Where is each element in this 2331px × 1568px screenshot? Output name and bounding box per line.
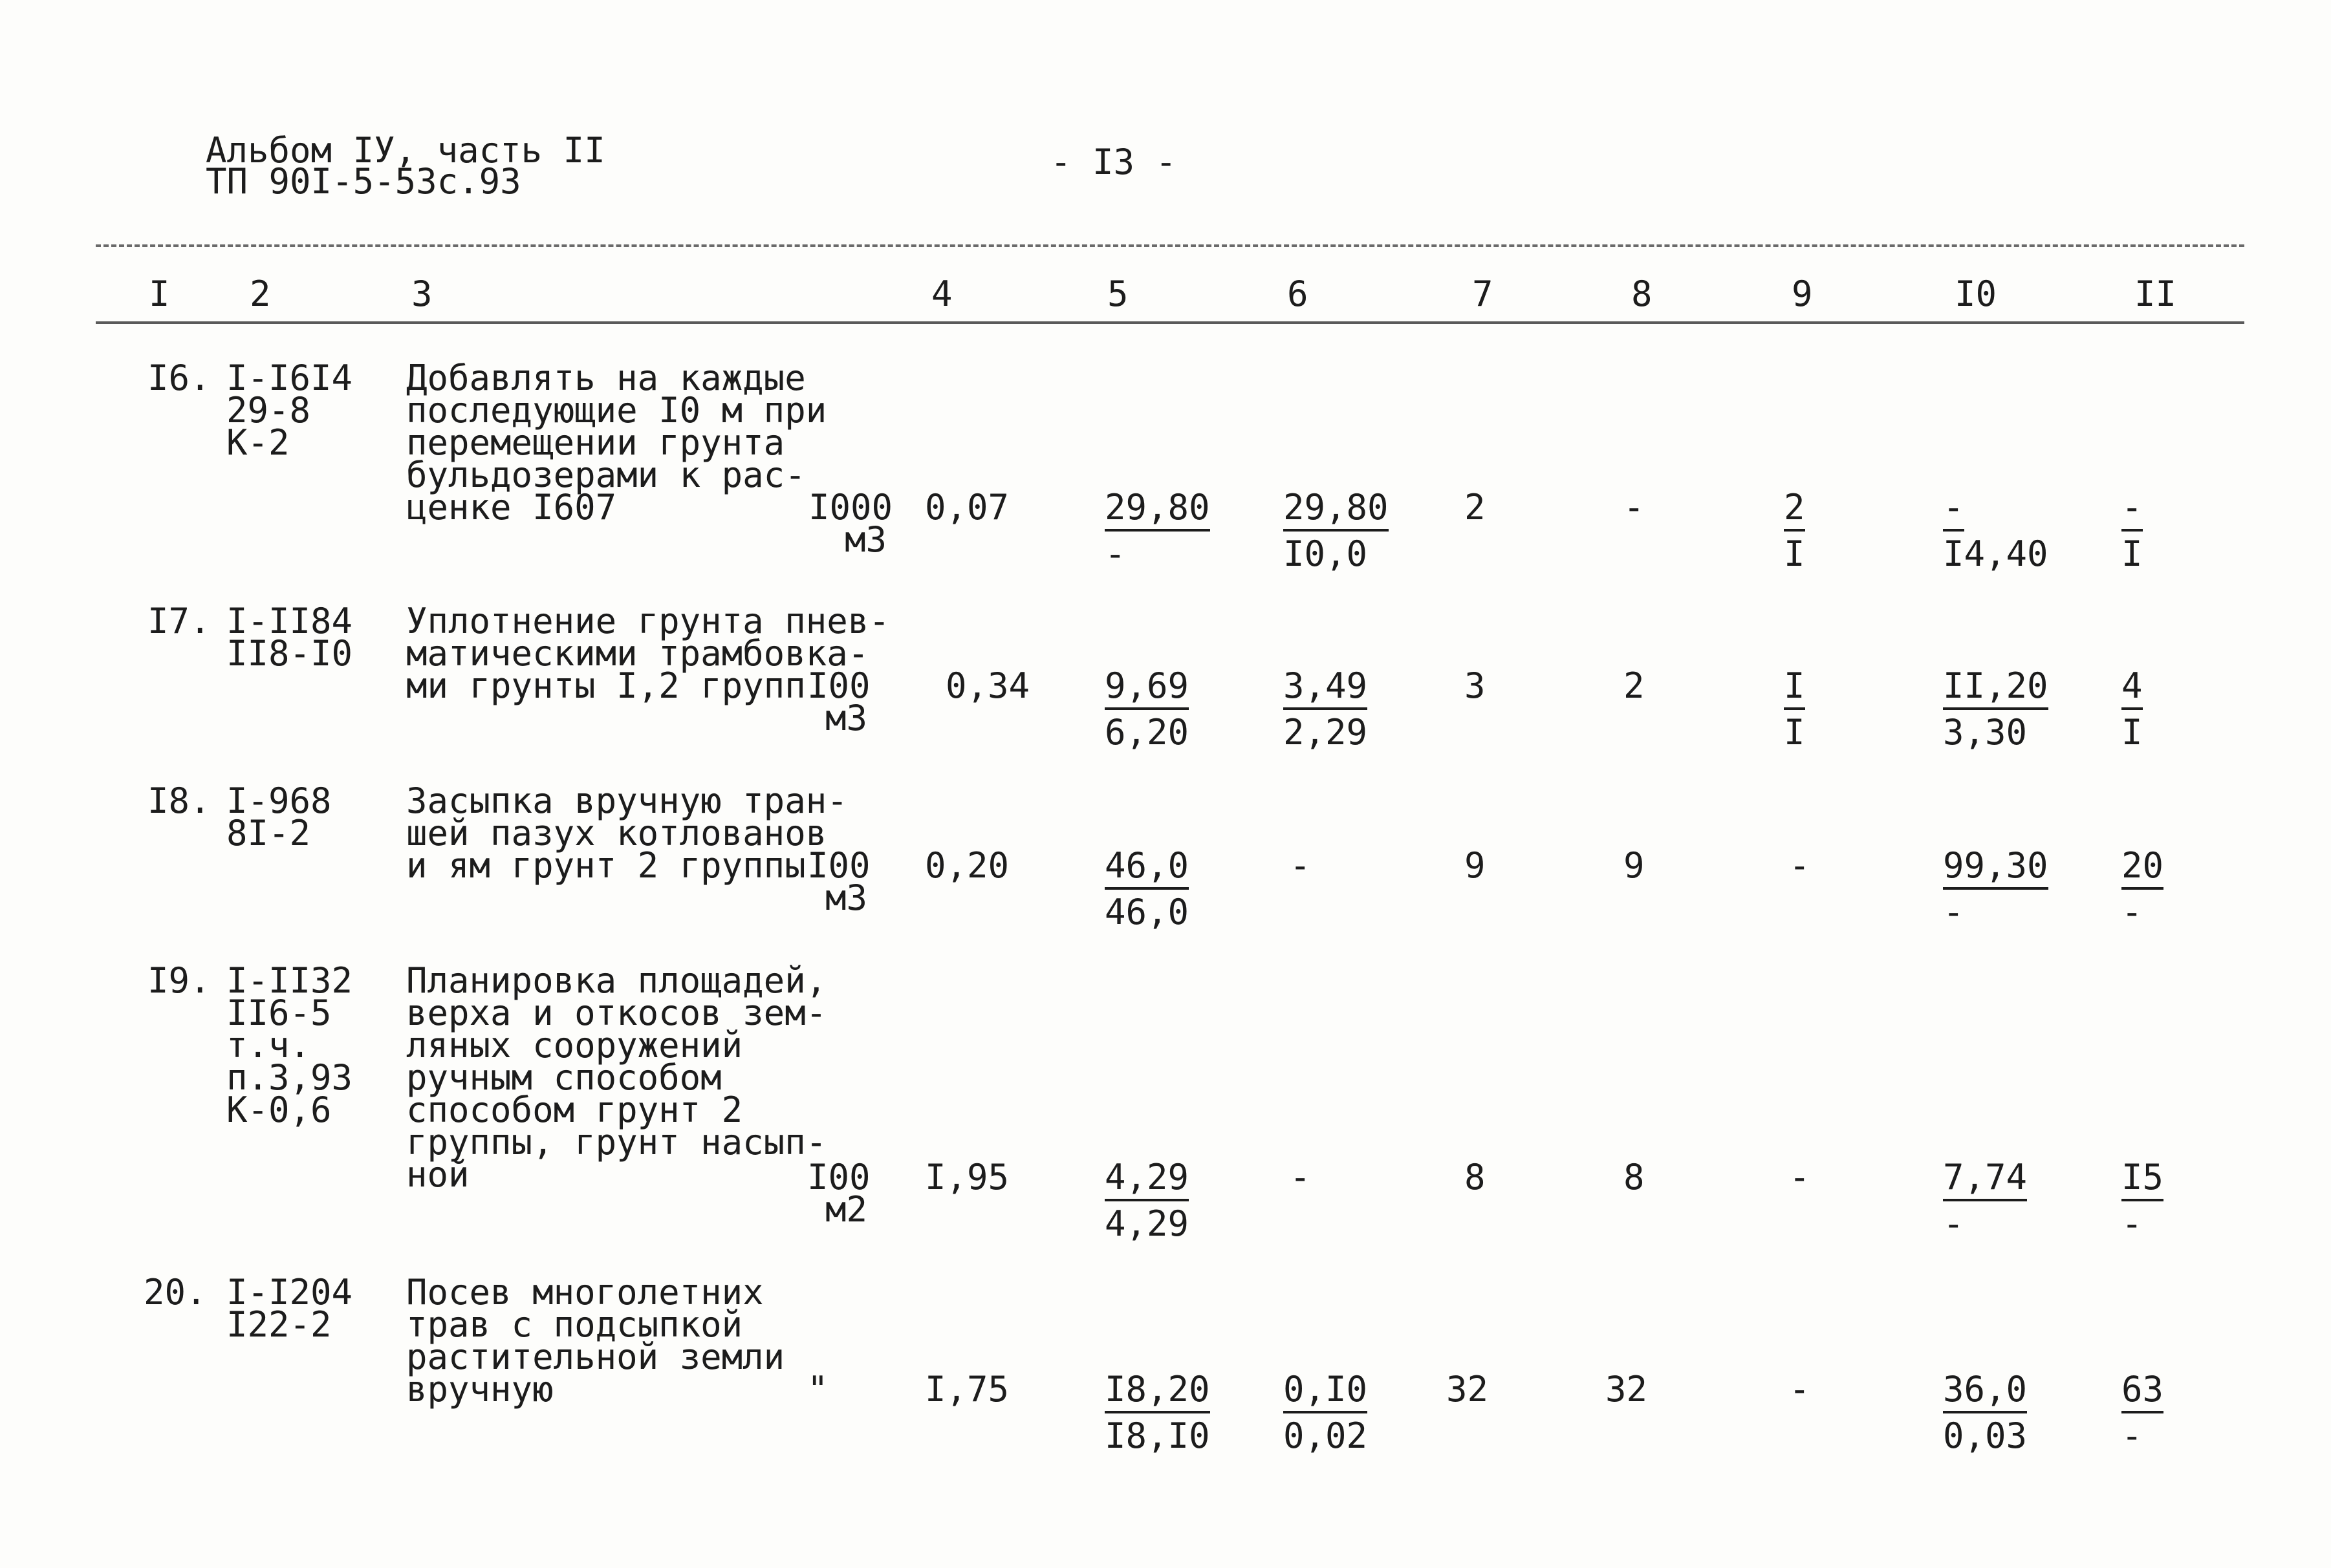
quantity: 0,20 <box>925 845 1010 886</box>
value-col7: 8 <box>1464 1157 1486 1197</box>
value-col9: - <box>1789 845 1810 886</box>
page-number: - I3 - <box>1050 142 1177 182</box>
value-col7: 3 <box>1464 665 1486 706</box>
work-description: трав с подсыпкой <box>406 1304 743 1345</box>
unit: I00 <box>807 1157 871 1197</box>
value-col5: I8,20 I8,I0 <box>1105 1369 1210 1456</box>
value-col8: - <box>1623 487 1645 528</box>
table-header-rule <box>96 321 2244 324</box>
row-number: I6. <box>147 358 211 398</box>
value-col10: 36,0 0,03 <box>1943 1369 2028 1456</box>
album-label: Альбом IУ, часть II <box>206 130 605 171</box>
work-description: перемещении грунта <box>406 422 785 463</box>
unit: I000 <box>808 487 893 528</box>
column-header: 2 <box>250 274 271 314</box>
column-header: 4 <box>931 274 953 314</box>
value-col7: 2 <box>1464 487 1486 528</box>
value-col10: 7,74 - <box>1943 1157 2028 1244</box>
value-col11: I5 - <box>2121 1157 2164 1244</box>
work-description: бульдозерами к рас- <box>406 455 806 495</box>
value-col8: 32 <box>1605 1369 1648 1410</box>
value-col11: 63 - <box>2121 1369 2164 1456</box>
project-code: ТП 90I-5-53с.93 <box>206 161 521 202</box>
value-col7: 9 <box>1464 845 1486 886</box>
value-col8: 9 <box>1623 845 1645 886</box>
value-col8: 8 <box>1623 1157 1645 1197</box>
value-col5: 4,29 4,29 <box>1105 1157 1189 1244</box>
rate-code: К-0,6 <box>226 1090 332 1130</box>
column-header: 6 <box>1287 274 1308 314</box>
unit: I00 <box>807 845 871 886</box>
work-description: Посев многолетних <box>406 1272 764 1313</box>
work-description: вручную <box>406 1369 554 1410</box>
rate-code: I-II32 <box>226 960 353 1001</box>
quantity: 0,07 <box>925 487 1010 528</box>
unit: " <box>807 1369 829 1410</box>
value-col11: 4 I <box>2121 665 2143 753</box>
unit: м2 <box>825 1189 868 1230</box>
value-col5: 46,0 46,0 <box>1105 845 1189 932</box>
value-col9: - <box>1789 1369 1810 1410</box>
value-col10: - I4,40 <box>1943 487 2048 574</box>
column-header: 3 <box>411 274 433 314</box>
value-col6: 29,80 I0,0 <box>1283 487 1389 574</box>
quantity: 0,34 <box>946 665 1030 706</box>
rate-code: II6-5 <box>226 993 332 1033</box>
quantity: I,75 <box>925 1369 1010 1410</box>
value-col6: - <box>1290 1157 1311 1197</box>
work-description: Засыпка вручную тран- <box>406 780 848 821</box>
value-col6: 0,I0 0,02 <box>1283 1369 1368 1456</box>
work-description: ценке I607 <box>406 487 617 528</box>
rate-code: т.ч. <box>226 1025 311 1066</box>
work-description: верха и откосов зем- <box>406 993 827 1033</box>
value-col7: 32 <box>1446 1369 1489 1410</box>
work-description: Уплотнение грунта пнев- <box>406 601 890 641</box>
rate-code: 8I-2 <box>226 813 311 854</box>
value-col8: 2 <box>1623 665 1645 706</box>
work-description: ручным способом <box>406 1057 722 1098</box>
value-col6: 3,49 2,29 <box>1283 665 1368 753</box>
work-description: шей пазух котлованов <box>406 813 827 854</box>
work-description: ляных сооружений <box>406 1025 743 1066</box>
rate-code: I-968 <box>226 780 332 821</box>
value-col5: 29,80 - <box>1105 487 1210 574</box>
row-number: I9. <box>147 960 211 1001</box>
column-header: 5 <box>1107 274 1129 314</box>
rate-code: I-I204 <box>226 1272 353 1313</box>
column-header: 8 <box>1631 274 1653 314</box>
work-description: Добавлять на каждые <box>406 358 806 398</box>
value-col9: I I <box>1784 665 1805 753</box>
column-header: II <box>2134 274 2177 314</box>
value-col6: - <box>1290 845 1311 886</box>
quantity: I,95 <box>925 1157 1010 1197</box>
column-header: 9 <box>1792 274 1813 314</box>
value-col9: - <box>1789 1157 1810 1197</box>
rate-code: I22-2 <box>226 1304 332 1345</box>
value-col11: 20 - <box>2121 845 2164 932</box>
table-top-rule <box>96 244 2244 247</box>
rate-code: I-II84 <box>226 601 353 641</box>
work-description: ми грунты I,2 групп <box>406 665 806 706</box>
work-description: ной <box>406 1154 470 1195</box>
row-number: I7. <box>147 601 211 641</box>
value-col10: II,20 3,30 <box>1943 665 2048 753</box>
value-col11: - I <box>2121 487 2143 574</box>
row-number: I8. <box>147 780 211 821</box>
unit: м3 <box>825 877 868 918</box>
unit: I00 <box>807 665 871 706</box>
unit: м3 <box>825 698 868 738</box>
value-col5: 9,69 6,20 <box>1105 665 1189 753</box>
work-description: последующие I0 м при <box>406 390 827 431</box>
column-header: 7 <box>1472 274 1493 314</box>
rate-code: II8-I0 <box>226 633 353 674</box>
column-header: I0 <box>1955 274 1997 314</box>
work-description: Планировка площадей, <box>406 960 827 1001</box>
value-col9: 2 I <box>1784 487 1805 574</box>
rate-code: К-2 <box>226 422 290 463</box>
unit: м3 <box>845 519 887 560</box>
work-description: матическими трамбовка- <box>406 633 869 674</box>
work-description: и ям грунт 2 группы <box>406 845 806 886</box>
rate-code: I-I6I4 <box>226 358 353 398</box>
value-col10: 99,30 - <box>1943 845 2048 932</box>
work-description: способом грунт 2 <box>406 1090 743 1130</box>
rate-code: 29-8 <box>226 390 311 431</box>
column-header: I <box>149 274 170 314</box>
row-number: 20. <box>144 1272 207 1313</box>
work-description: группы, грунт насып- <box>406 1122 827 1163</box>
rate-code: п.3,93 <box>226 1057 353 1098</box>
work-description: растительной земли <box>406 1337 785 1377</box>
